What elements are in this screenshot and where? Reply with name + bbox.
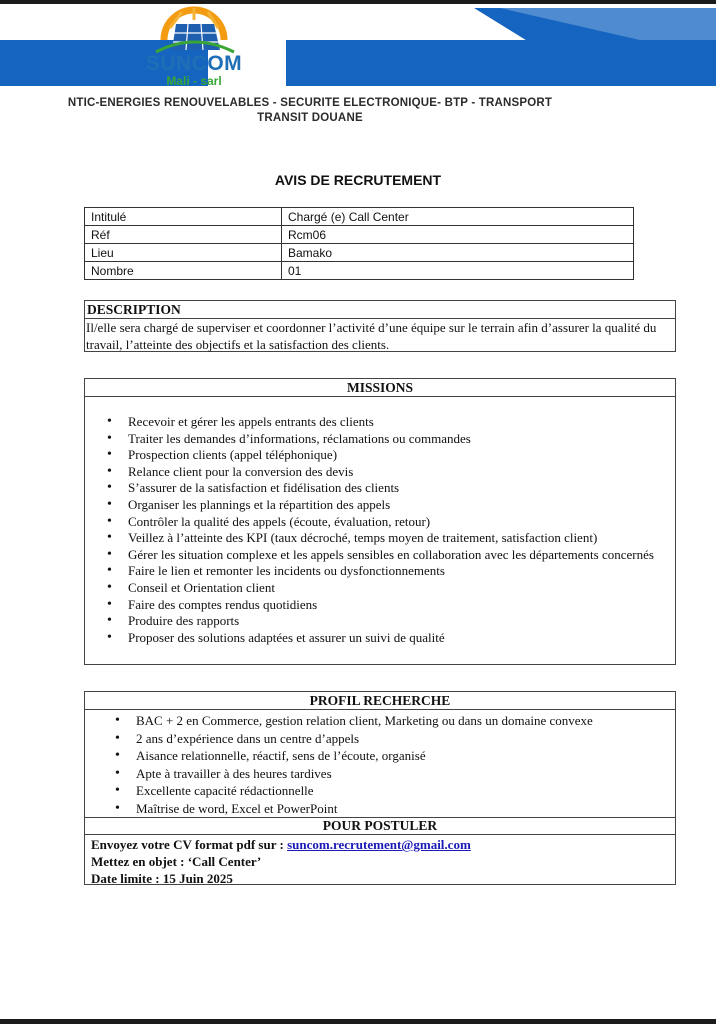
info-key: Nombre (85, 262, 282, 280)
apply-heading: POUR POSTULER (85, 817, 675, 835)
bottom-edge (0, 1019, 716, 1024)
missions-heading: MISSIONS (85, 379, 675, 397)
list-item: • Veillez à l’atteinte des KPI (taux décroché, temps moyen de traitement, satisfaction client) (107, 530, 675, 547)
list-item: • Faire des comptes rendus quotidiens (107, 597, 675, 614)
list-item: • BAC + 2 en Commerce, gestion relation client, Marketing ou dans un domaine convexe (115, 712, 675, 730)
list-item: • 2 ans d’expérience dans un centre d’appels (115, 730, 675, 748)
list-item: • S’assurer de la satisfaction et fidélisation des clients (107, 480, 675, 497)
list-item: • Recevoir et gérer les appels entrants des clients (107, 414, 675, 431)
header-shapes (0, 0, 716, 90)
table-row (85, 262, 634, 280)
tagline-line-2: TRANSIT DOUANE (257, 112, 363, 124)
apply-details (85, 835, 675, 888)
profile-list (85, 712, 675, 817)
tagline-line-1: NTIC-ENERGIES RENOUVELABLES - SECURITE ELECTRONIQUE- BTP - TRANSPORT (67, 97, 553, 109)
apply-deadline: Date limite : 15 Juin 2025 (91, 871, 233, 886)
info-value: Rcm06 (282, 226, 634, 244)
list-item: • Produire des rapports (107, 613, 675, 630)
info-key: Lieu (85, 244, 282, 262)
apply-cv-label: Envoyez votre CV format pdf sur : (91, 837, 288, 852)
apply-cv-line (91, 836, 669, 853)
profile-heading: PROFIL RECHERCHE (85, 692, 675, 710)
header-banner (0, 0, 716, 90)
list-item: • Relance client pour la conversion des devis (107, 464, 675, 481)
description-text: Il/elle sera chargé de superviser et coordonner l’activité d’une équipe sur le terrain afin d’assurer la qualité du travail, l’atteinte des objectifs et la satisfaction des clients. (86, 320, 657, 352)
table-row (85, 208, 634, 226)
info-value: Bamako (282, 244, 634, 262)
job-info-table (84, 207, 634, 280)
recruitment-email-link[interactable]: suncom.recrutement@gmail.com (287, 837, 471, 852)
missions-list (85, 414, 675, 646)
list-item: • Proposer des solutions adaptées et assurer un suivi de qualité (107, 630, 675, 647)
list-item: • Contrôler la qualité des appels (écoute, évaluation, retour) (107, 514, 675, 531)
table-row (85, 226, 634, 244)
logo-name: SUNCOM (145, 52, 243, 75)
list-item: • Gérer les situation complexe et les appels sensibles en collaboration avec les départements concernés (107, 547, 675, 564)
info-key: Intitulé (85, 208, 282, 226)
logo-subtitle: Mali - sarl (166, 74, 222, 88)
info-value: Chargé (e) Call Center (282, 208, 634, 226)
list-item: • Prospection clients (appel téléphonique) (107, 447, 675, 464)
logo-sun-panel-icon (142, 6, 246, 56)
description-section (84, 300, 676, 352)
suncom-logo (142, 6, 246, 94)
missions-section (84, 378, 676, 665)
list-item: • Apte à travailler à des heures tardives (115, 765, 675, 783)
info-value: 01 (282, 262, 634, 280)
info-key: Réf (85, 226, 282, 244)
list-item: • Traiter les demandes d’informations, réclamations ou commandes (107, 431, 675, 448)
list-item: • Organiser les plannings et la répartition des appels (107, 497, 675, 514)
description-heading: DESCRIPTION (85, 301, 675, 319)
profile-section (84, 691, 676, 885)
page-title: AVIS DE RECRUTEMENT (274, 172, 442, 188)
company-tagline (20, 96, 600, 126)
list-item: • Maîtrise de word, Excel et PowerPoint (115, 800, 675, 818)
list-item: • Excellente capacité rédactionnelle (115, 782, 675, 800)
list-item: • Aisance relationnelle, réactif, sens de l’écoute, organisé (115, 747, 675, 765)
table-row (85, 244, 634, 262)
apply-subject-line: Mettez en objet : ‘Call Center’ (91, 854, 262, 869)
list-item: • Faire le lien et remonter les incidents ou dysfonctionnements (107, 563, 675, 580)
list-item: • Conseil et Orientation client (107, 580, 675, 597)
